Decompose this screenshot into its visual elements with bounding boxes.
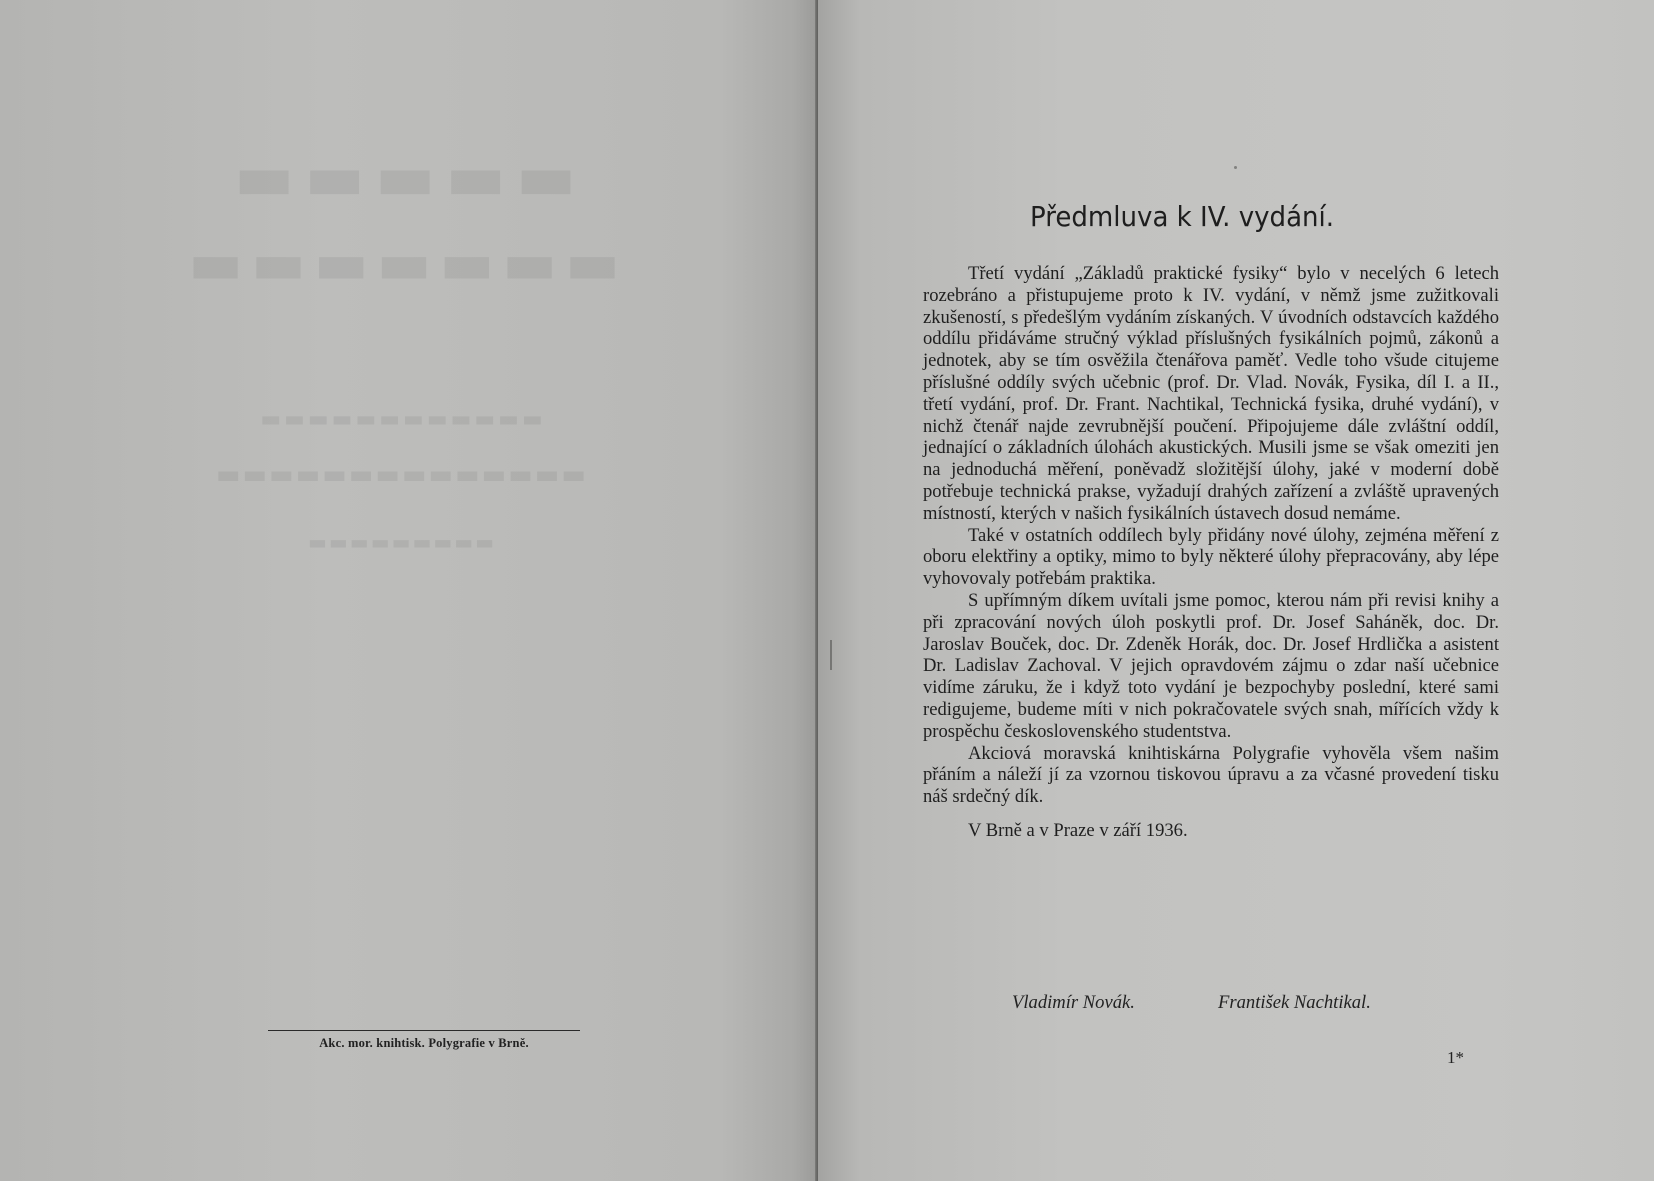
imprint-rule <box>268 1030 580 1031</box>
place-and-date: V Brně a v Praze v září 1936. <box>968 819 1188 841</box>
paper-speck <box>1234 166 1237 169</box>
signature-nachtikal: František Nachtikal. <box>1218 992 1371 1013</box>
preface-paragraph: Akciová moravská knihtiskárna Polygrafie vyhověla všem našim přáním a náleží jí za vzornou tiskovou úpravu a za včasné provedení tisku náš srdečný dík. <box>923 742 1499 808</box>
show-through-print: ▬▬▬▬▬ ▬▬▬▬▬▬▬ ▬▬▬▬▬▬▬▬▬▬▬▬ ▬▬▬▬▬▬▬▬▬▬▬▬▬▬ ▬▬▬▬▬▬▬▬▬ <box>180 140 620 554</box>
page-number: 1* <box>1447 1048 1464 1067</box>
left-page <box>0 0 818 1181</box>
printer-imprint: Akc. mor. knihtisk. Polygrafie v Brně. <box>319 1036 529 1050</box>
preface-paragraph: Také v ostatních oddílech byly přidány nové úlohy, zejména měření z oboru elektřiny a optiky, mimo to byly některé úlohy přepracovány, aby lépe vyhovovaly potřebám praktika. <box>923 524 1499 590</box>
page-title: Předmluva k IV. vydání. <box>1030 200 1335 233</box>
preface-paragraph: Třetí vydání „Základů praktické fysiky“ bylo v necelých 6 letech rozebráno a přistupujeme proto k IV. vydání, v němž jsme zužitkovali zkušeností, s předešlým vydáním získaných. V úvodních odstavcích každého oddílu přidáváme stručný výklad příslušných fysikálních pojmů, zákonů a jednotek, aby se tím osvěžila čtenářova paměť. Vedle toho všude citujeme příslušné oddíly svých učebnic (prof. Dr. Vlad. Novák, Fysika, díl I. a II., třetí vydání, prof. Dr. Frant. Nachtikal, Technická fysika, druhé vydání), v nichž čtenář najde zevrubnější poučení. Připojujeme dále zvláštní oddíl, jednající o základních úlohách akustických. Musili jsme se však omeziti jen na jednoduchá měření, poněvadž složitější úlohy, jaké v moderní době potřebuje technická prakse, vyžadují drahých zařízení a zvláště upravených místností, kterých v našich fysikálních ústavech dosud nemáme. <box>923 263 1499 524</box>
signature-novak: Vladimír Novák. <box>1012 992 1135 1013</box>
preface-paragraph: S upřímným díkem uvítali jsme pomoc, kterou nám při revisi knihy a při zpracování nových úloh poskytli prof. Dr. Josef Saháněk, doc. Dr. Jaroslav Bouček, doc. Dr. Zdeněk Horák, doc. Dr. Josef Hrdlička a asistent Dr. Ladislav Zachoval. V jejich opravdovém zájmu o zdar naší učebnice vidíme záruku, že i když toto vydání je bezpochyby poslední, které sami redigujeme, budeme míti v nich pokračovatele svých snah, mířících vždy k prospěchu československého studentstva. <box>923 589 1499 742</box>
preface-text <box>923 263 1499 842</box>
gutter-crease <box>830 640 832 670</box>
